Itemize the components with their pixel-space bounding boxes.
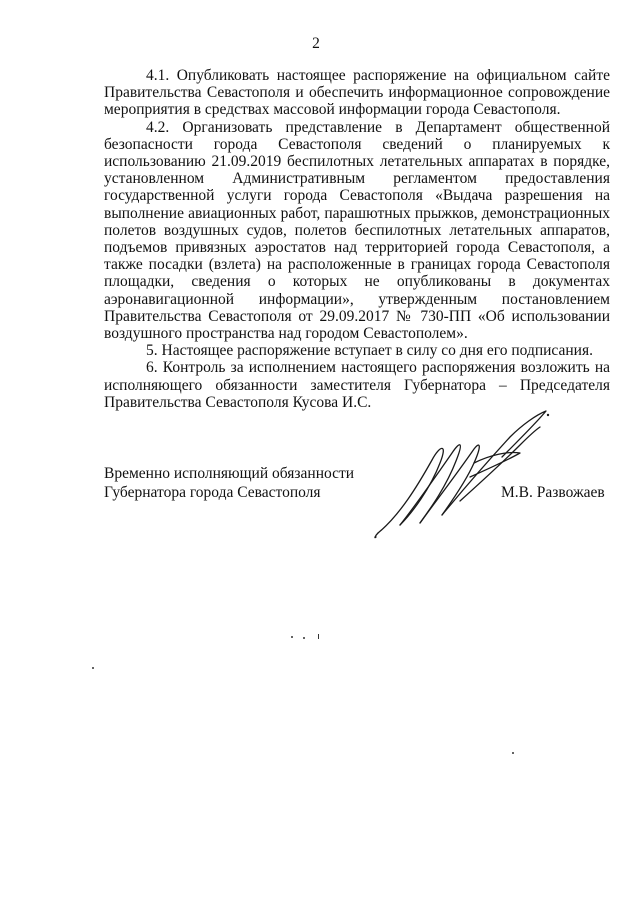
scan-speck: [303, 637, 305, 639]
paragraph-4-2: 4.2. Организовать представление в Департамент общественной безопасности города Севастополя сведений о планируемых к использованию 21.09.2019 беспилотных летательных аппаратах в порядке, установленном Административным регламентом предоставления государственной услуги города Севастополя «Выдача разрешения на выполнение авиационных работ, парашютных прыжков, демонстрационных полетов воздушных судов, полетов беспилотных летательных аппаратов, подъемов привязных аэростатов над территорией города Севастополя, а также посадки (взлета) на расположенные в границах города Севастополя площадки, сведения о которых не опубликованы в документах аэронавигационной информации», утвержденным постановлением Правительства Севастополя от 29.09.2017 № 730-ПП «Об использовании воздушного пространства над городом Севастополем».: [104, 118, 610, 343]
scan-speck: [318, 634, 319, 639]
document-body: [104, 67, 610, 411]
signature-dot: [547, 414, 549, 416]
signature-stroke: [400, 445, 460, 525]
signer-title-line-1: Временно исполняющий обязанности: [104, 465, 355, 482]
paragraph-6: 6. Контроль за исполнением настоящего распоряжения возложить на исполняющего обязанности заместителя Губернатора – Председателя Правительства Севастополя Кусова И.С.: [104, 359, 610, 411]
signature-stroke: [378, 448, 443, 533]
scan-speck: [92, 667, 94, 669]
signature-stroke: [442, 411, 546, 515]
handwritten-signature: [370, 405, 570, 545]
signature-stroke: [375, 533, 378, 538]
scan-speck: [512, 752, 514, 754]
signer-title-line-2: Губернатора города Севастополя: [104, 484, 321, 501]
paragraph-5: 5. Настоящее распоряжение вступает в силу со дня его подписания.: [146, 342, 593, 360]
scan-speck: [291, 636, 293, 638]
page-number: 2: [312, 35, 320, 52]
signature-stroke: [460, 427, 540, 501]
paragraph-4-1: 4.1. Опубликовать настоящее распоряжение на официальном сайте Правительства Севастополя и обеспечить информационное сопровождение мероприятия в средствах массовой информации города Севастополя.: [104, 67, 610, 119]
signer-name: М.В. Развожаев: [501, 484, 605, 501]
